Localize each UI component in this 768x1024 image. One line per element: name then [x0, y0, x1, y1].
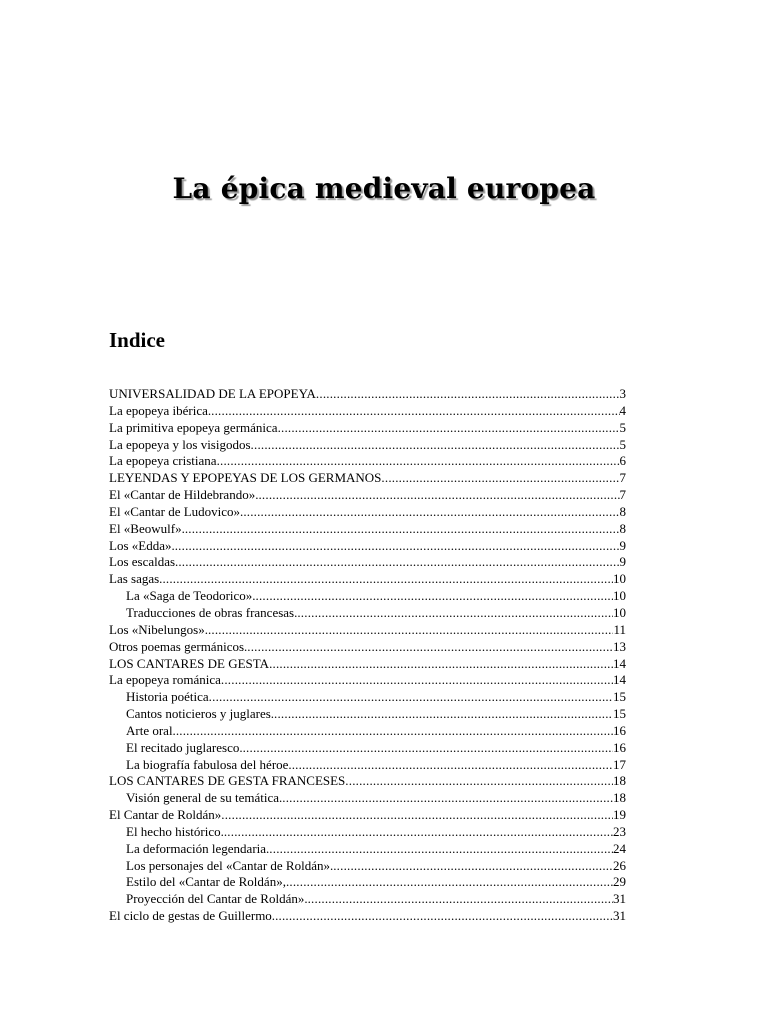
toc-entry-label: Los «Edda».	[109, 537, 175, 553]
toc-dot-leader	[316, 386, 620, 403]
toc-entry-label: El «Beowulf».	[109, 520, 185, 536]
toc-dot-leader	[175, 538, 620, 555]
toc-entry-page-number: 8	[619, 503, 626, 519]
toc-entry-page-number: 9	[619, 537, 626, 553]
toc-entry-page-number: 7	[619, 470, 626, 486]
toc-entry[interactable]	[109, 639, 626, 656]
toc-entry-page-number: 17	[613, 756, 626, 772]
toc-entry-page-number: 10	[613, 571, 626, 587]
toc-entry-label: Los personajes del «Cantar de Roldán».	[126, 857, 334, 873]
toc-entry-page-number: 11	[613, 621, 626, 637]
toc-entry[interactable]	[109, 403, 626, 420]
toc-entry-page-number: 19	[613, 807, 626, 823]
toc-entry-label: Visión general de su temática.	[126, 790, 283, 806]
toc-entry[interactable]	[109, 538, 626, 555]
toc-dot-leader	[243, 504, 619, 521]
toc-entry-page-number: 24	[613, 840, 626, 856]
toc-dot-leader	[211, 403, 619, 420]
toc-entry-page-number: 18	[613, 790, 626, 806]
toc-entry[interactable]	[109, 908, 626, 925]
toc-dot-leader	[185, 521, 620, 538]
toc-entry-page-number: 23	[613, 823, 626, 839]
index-heading: Indice	[109, 328, 166, 352]
toc-entry-label: El «Cantar de Hildebrando».	[109, 487, 259, 503]
toc-entry[interactable]	[109, 453, 626, 470]
toc-entry[interactable]	[109, 807, 626, 824]
toc-entry-label: El recitado juglaresco.	[126, 739, 243, 755]
toc-entry-page-number: 14	[613, 655, 626, 671]
toc-entry-label: El Cantar de Roldán»	[109, 807, 222, 823]
toc-dot-leader	[333, 858, 613, 875]
toc-dot-leader	[286, 874, 613, 891]
toc-entry[interactable]	[109, 689, 626, 706]
toc-entry-page-number: 10	[613, 604, 626, 620]
toc-dot-leader	[178, 554, 619, 571]
toc-entry-page-number: 29	[613, 874, 626, 890]
toc-entry-page-number: 18	[613, 773, 626, 789]
toc-entry-page-number: 4	[619, 402, 626, 418]
toc-entry[interactable]	[109, 672, 626, 689]
toc-entry-label: Historia poética	[126, 689, 209, 705]
toc-entry-label: La epopeya románica	[109, 672, 221, 688]
toc-entry[interactable]	[109, 437, 626, 454]
toc-dot-leader	[292, 757, 613, 774]
toc-entry[interactable]	[109, 874, 626, 891]
toc-entry-label: El «Cantar de Ludovico».	[109, 503, 244, 519]
toc-entry[interactable]	[109, 824, 626, 841]
toc-entry-page-number: 5	[619, 436, 626, 452]
toc-entry-page-number: 26	[613, 857, 626, 873]
toc-entry-page-number: 16	[613, 739, 626, 755]
toc-entry-page-number: 3	[619, 386, 626, 401]
toc-dot-leader	[274, 706, 613, 723]
toc-dot-leader	[381, 470, 619, 487]
toc-entry-label: Las sagas.	[109, 571, 163, 587]
toc-entry-label: Los «Nibelungos».	[109, 621, 208, 637]
toc-entry-label: La epopeya y los visigodos	[109, 436, 251, 452]
toc-entry[interactable]	[109, 554, 626, 571]
toc-entry-label: El ciclo de gestas de Guillermo.	[109, 908, 276, 924]
toc-entry-label: La primitiva epopeya germánica	[109, 419, 278, 435]
toc-entry-label: La biografía fabulosa del héroe.	[126, 756, 292, 772]
toc-entry[interactable]	[109, 588, 626, 605]
toc-entry-page-number: 16	[613, 722, 626, 738]
toc-entry-label: La epopeya cristiana	[109, 453, 217, 469]
toc-entry-label: Proyección del Cantar de Roldán».	[126, 891, 308, 907]
toc-entry-page-number: 8	[619, 520, 626, 536]
toc-entry[interactable]	[109, 386, 626, 403]
toc-entry-page-number: 14	[613, 672, 626, 688]
toc-entry-label: Los escaldas.	[109, 554, 179, 570]
toc-entry-label: La epopeya ibérica.	[109, 402, 212, 418]
page-title: La épica medieval europea	[172, 172, 596, 205]
toc-dot-leader	[209, 689, 613, 706]
toc-entry[interactable]	[109, 773, 626, 790]
toc-entry[interactable]	[109, 757, 626, 774]
toc-entry[interactable]	[109, 470, 626, 487]
toc-dot-leader	[243, 740, 613, 757]
toc-entry-label: El hecho histórico.	[126, 823, 224, 839]
toc-dot-leader	[208, 622, 614, 639]
toc-entry-page-number: 9	[619, 554, 626, 570]
toc-dot-leader	[297, 605, 613, 622]
toc-dot-leader	[258, 487, 619, 504]
toc-dot-leader	[345, 773, 613, 790]
toc-entry[interactable]	[109, 740, 626, 757]
toc-entry-label: Traducciones de obras francesas.	[126, 604, 298, 620]
toc-entry[interactable]	[109, 521, 626, 538]
toc-entry-label: LEYENDAS Y EPOPEYAS DE LOS GERMANOS	[109, 470, 382, 486]
toc-entry-page-number: 31	[613, 891, 626, 907]
toc-entry-page-number: 10	[613, 588, 626, 604]
toc-entry[interactable]	[109, 487, 626, 504]
toc-dot-leader	[224, 824, 613, 841]
toc-entry-page-number: 31	[613, 908, 626, 924]
toc-entry-page-number: 5	[619, 419, 626, 435]
toc-entry[interactable]	[109, 420, 626, 437]
toc-entry[interactable]	[109, 841, 626, 858]
table-of-contents	[109, 386, 626, 925]
toc-dot-leader	[217, 453, 620, 470]
toc-entry[interactable]	[109, 605, 626, 622]
toc-entry[interactable]	[109, 571, 626, 588]
toc-entry-label: Cantos noticieros y juglares.	[126, 706, 275, 722]
toc-dot-leader	[269, 656, 613, 673]
toc-dot-leader	[256, 588, 613, 605]
toc-entry-page-number: 13	[613, 638, 626, 654]
toc-entry-page-number: 7	[619, 487, 626, 503]
toc-dot-leader	[251, 437, 620, 454]
toc-dot-leader	[308, 891, 613, 908]
toc-entry-label: La «Saga de Teodorico».	[126, 588, 256, 604]
toc-dot-leader	[278, 420, 620, 437]
toc-entry-label: Estilo del «Cantar de Roldán»,	[126, 874, 286, 890]
toc-dot-leader	[162, 571, 613, 588]
toc-entry[interactable]	[109, 858, 626, 875]
toc-entry[interactable]	[109, 706, 626, 723]
toc-entry[interactable]	[109, 723, 626, 740]
toc-entry[interactable]	[109, 656, 626, 673]
toc-entry-label: Arte oral.	[126, 722, 176, 738]
toc-dot-leader	[221, 807, 613, 824]
toc-entry[interactable]	[109, 891, 626, 908]
toc-dot-leader	[221, 672, 613, 689]
toc-entry-page-number: 15	[613, 706, 626, 722]
toc-entry-page-number: 15	[613, 689, 626, 705]
toc-entry-label: LOS CANTARES DE GESTA	[109, 655, 270, 671]
toc-dot-leader	[275, 908, 613, 925]
toc-entry[interactable]	[109, 790, 626, 807]
toc-entry-label: La deformación legendaria.	[126, 840, 270, 856]
toc-entry-label: LOS CANTARES DE GESTA FRANCESES	[109, 773, 346, 789]
toc-entry-page-number: 6	[619, 453, 626, 469]
toc-entry-label: UNIVERSALIDAD DE LA EPOPEYA	[109, 386, 316, 401]
toc-dot-leader	[269, 841, 613, 858]
toc-entry[interactable]	[109, 622, 626, 639]
toc-dot-leader	[247, 639, 613, 656]
toc-dot-leader	[282, 790, 613, 807]
toc-entry[interactable]	[109, 504, 626, 521]
toc-entry-label: Otros poemas germánicos.	[109, 638, 248, 654]
toc-dot-leader	[176, 723, 613, 740]
